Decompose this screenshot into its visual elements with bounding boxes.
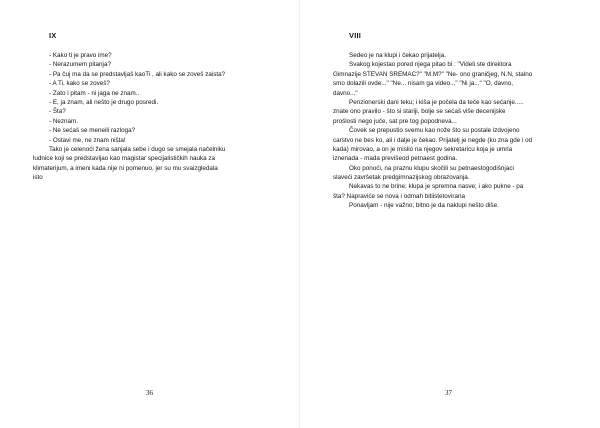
dialogue-line: - Ostavi me, ne znam ništa! (49, 136, 126, 144)
body-text (333, 51, 573, 211)
page-number-right: 37 (445, 389, 452, 397)
prose-line: ludnice koji se predstavljao kao magistar specijalističkih nauka za (33, 155, 216, 163)
paragraph (333, 60, 573, 98)
paragraph-line: slaveći završetak predgimnazijskog obrazovanja. (333, 174, 470, 182)
dialogue-line: - E, ja znam, ali nešto je drugo posredi. (49, 98, 159, 106)
paragraph-line: Sedeo je na klupi i čekao prijatelja. (349, 52, 446, 59)
paragraph (333, 164, 573, 183)
paragraph-line: Svakog kojestao pored njega pitao bi : "Videli ste direktora (349, 61, 512, 69)
paragraph-line: šta? Napraviće se nova i odmah bitiistetovirana (333, 192, 465, 200)
page-number-left: 36 (146, 389, 153, 397)
dialogue-line: - Neznam. (49, 117, 79, 125)
dialogue-line: - Nerazumem pitanja? (49, 61, 111, 69)
dialogue-line: - Zato i pitam - ni jaga ne znam.. (49, 89, 140, 97)
prose-line: Tako je celenoći žena sanjala sebe i dugo se smejala načelniku (49, 146, 226, 153)
dialogue-line: - A Ti, kako se zoveš? (49, 80, 110, 88)
dialogue-block (49, 51, 279, 145)
paragraph-line: Nekavas to ne brine; klupa je spremna nasve; i ako pukne - pa (349, 183, 524, 191)
dialogue-line: - Ne sećaš se meneili razloga? (49, 127, 136, 135)
paragraph-line: Penzionerski dani teku; i kiša je počela da teče kao sećanje..... (349, 98, 524, 106)
paragraph-line: Oko ponoći, na praznu klupu skočili su petnaestogodišnjaci (349, 164, 514, 172)
dialogue-line: - Kako ti je pravo ime? (49, 52, 112, 59)
right-page (300, 0, 600, 428)
dialogue-line: - Pa čuj ma da se predstavljaš kaoTi , ali kako se zoveš zaista? (49, 70, 226, 78)
paragraph (333, 182, 573, 201)
paragraph-line: Gimnazije STEVAN SREMAC?" "M.M?" "Ne- ono graničjeg, N.N, stalno (333, 70, 533, 78)
paragraph (333, 51, 573, 60)
paragraph (333, 126, 573, 164)
chapter-title-right: VIII (349, 31, 362, 40)
dialogue-line: - Šta? (49, 108, 66, 116)
paragraph-line: smo dolazili ovde..." "Ne... nisam ga video..." "Ni ja..." "O, davno, (333, 80, 514, 88)
paragraph-line: Čovek se prepustio svemu kao nože što su postale izdvojeno (349, 127, 520, 135)
paragraph-line: znate ono pravilo - što si stariji, bolje se sećaš više decenijske (333, 108, 506, 116)
paragraph-line: prošlosti nego juče, sat pre tog popodneva... (333, 117, 457, 125)
paragraph-line: davno..." (333, 89, 358, 97)
prose-line: isto (33, 174, 43, 182)
paragraph (333, 201, 573, 210)
paragraph-line: carstvo ne bes ko, ali i dalje je čekao. Prijatelj je negde (ko zna gde i od (333, 136, 533, 144)
closing-paragraph (33, 145, 271, 183)
paragraph-line: kada) mirovao, a on je mislio na njegov sekretaricu koja je umrla (333, 145, 513, 153)
paragraph (333, 98, 573, 126)
prose-line: klimaterijum, a imeni kada nije ni pomenuo, jer su mu svaizgledala (33, 164, 218, 172)
paragraph-line: Ponavljam - nije važno; bitno je da naklupi nešto diše. (349, 202, 499, 210)
paragraph-line: iznenada - mada previšeod petnaest godina. (333, 155, 458, 163)
chapter-title-left: IX (49, 31, 57, 40)
